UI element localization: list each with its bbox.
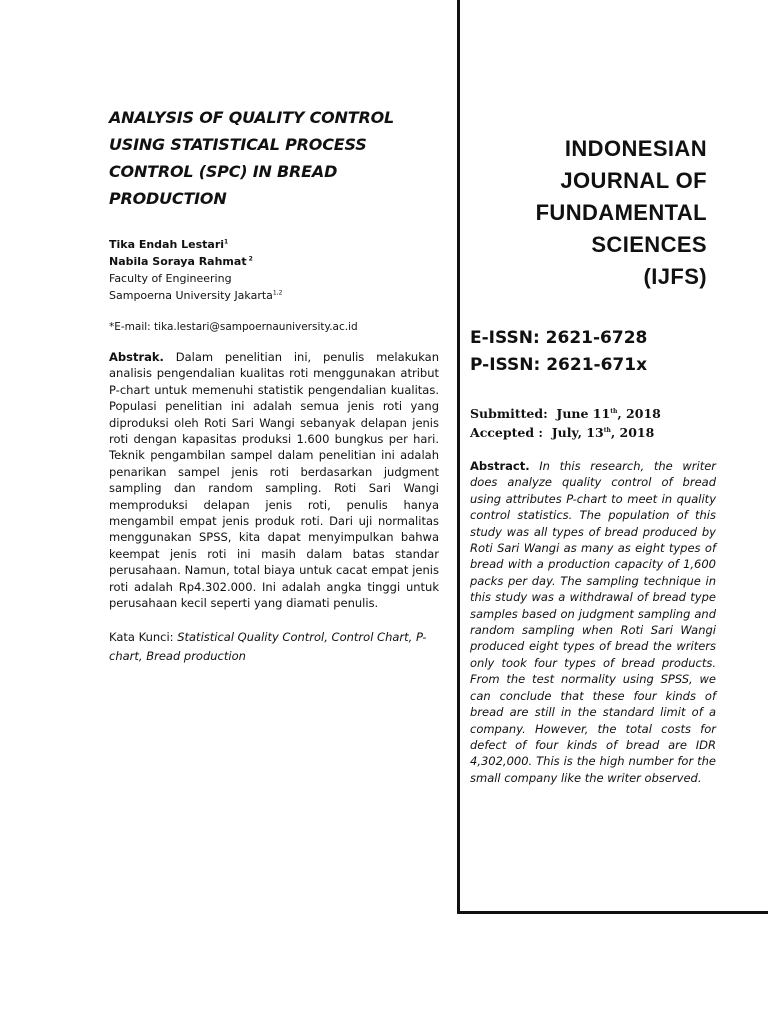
affiliation-sup: 1,2 bbox=[272, 289, 283, 297]
abstrak-text: Dalam penelitian ini, penulis melakukan analisis pengendalian kualitas roti menggunakan atribut P-chart untuk memenuhi statistik pengendalian kualitas. Populasi penelitian ini adalah semua jenis roti yang diproduksi oleh Roti Sari Wangi sebanyak delapan jenis roti dengan kapasitas produksi 1.600 bungkus per hari. Teknik pengambilan sampel dalam penelitian ini adalah penarikan sampel jenis roti berdasarkan judgment sampling dan random sampling. Roti Sari Wangi memproduksi delapan jenis roti, penulis hanya mengambil empat jenis produk roti. Dari uji normalitas menggunakan SPSS, kita dapat menyimpulkan bahwa keempat jenis roti ini masih dalam batas standar perusahaan. Namun, total biaya untuk cacat empat jenis roti adalah Rp4.302.000. Ini adalah angka tinggi untuk perusahaan kecil seperti yang diamati penulis. bbox=[109, 350, 439, 611]
author-name bbox=[109, 253, 439, 270]
author-name-text: Nabila Soraya Rahmat bbox=[109, 255, 247, 268]
keywords-separator: : bbox=[169, 629, 178, 644]
paper-title bbox=[109, 104, 439, 212]
accepted-row bbox=[470, 423, 661, 442]
pissn: P-ISSN: 2621-671x bbox=[470, 355, 648, 375]
title-line: USING STATISTICAL PROCESS bbox=[109, 135, 367, 154]
accepted-year: , 2018 bbox=[610, 425, 655, 440]
submitted-year: , 2018 bbox=[617, 406, 661, 421]
article-front-matter bbox=[109, 104, 439, 666]
keywords-label: Kata Kunci bbox=[109, 629, 170, 644]
title-line: PRODUCTION bbox=[109, 189, 227, 208]
accepted-label: Accepted : bbox=[470, 425, 544, 440]
submitted-date: June 11 bbox=[556, 406, 611, 421]
journal-name-line: JOURNAL OF bbox=[560, 168, 707, 193]
submitted-label: Submitted: bbox=[470, 406, 548, 421]
affiliation-text: Sampoerna University Jakarta bbox=[109, 289, 273, 302]
journal-name-line: INDONESIAN bbox=[564, 136, 707, 161]
keywords-text: Statistical Quality Control, Control Chart, P-chart, Bread production bbox=[109, 629, 427, 663]
abstrak-label: Abstrak. bbox=[109, 350, 164, 364]
eissn: E-ISSN: 2621-6728 bbox=[470, 328, 648, 348]
accepted-date-sup: th bbox=[603, 426, 611, 434]
author-sup: 1 bbox=[224, 238, 229, 246]
issn-block bbox=[470, 325, 647, 379]
submission-dates bbox=[470, 404, 661, 442]
author-name-text: Tika Endah Lestari bbox=[109, 238, 225, 251]
author-sup: 2 bbox=[246, 255, 253, 263]
submitted-date-sup: th bbox=[610, 407, 618, 415]
submitted-row bbox=[470, 404, 661, 423]
abstrak-paragraph bbox=[109, 349, 439, 612]
abstract-text: In this research, the writer does analyze quality control of bread using attributes P-chart to meet in quality control statistics. The population of this study was all types of bread produced by Roti Sari Wangi as many as eight types of bread with a production capacity of 1,600 packs per day. The sampling technique in this study was a withdrawal of bread type samples based on judgment sampling and random sampling when Roti Sari Wangi produced eight types of bread the writers only took four types of bread products. From the test normality using SPSS, we can conclude that these four kinds of bread are still in the standard limit of a company. However, the total costs for defect of four kinds of bread are IDR 4,302,000. This is the high number for the small company like the writer observed. bbox=[470, 459, 717, 785]
abstract-label: Abstract. bbox=[470, 459, 530, 473]
corresponding-email: *E-mail: tika.lestari@sampoernauniversity.ac.id bbox=[109, 321, 358, 333]
journal-name bbox=[447, 133, 707, 293]
journal-name-line: (IJFS) bbox=[643, 264, 707, 289]
author-block bbox=[109, 236, 439, 304]
accepted-date: July, 13 bbox=[551, 425, 604, 440]
title-line: CONTROL (SPC) IN BREAD bbox=[109, 162, 338, 181]
journal-name-line: FUNDAMENTAL bbox=[535, 200, 707, 225]
author-name bbox=[109, 236, 439, 253]
affiliation: Faculty of Engineering bbox=[109, 272, 232, 285]
keywords bbox=[109, 628, 439, 666]
affiliation bbox=[109, 287, 439, 304]
title-line: ANALYSIS OF QUALITY CONTROL bbox=[109, 108, 394, 127]
journal-name-line: SCIENCES bbox=[591, 232, 707, 257]
abstract-paragraph bbox=[470, 458, 716, 786]
